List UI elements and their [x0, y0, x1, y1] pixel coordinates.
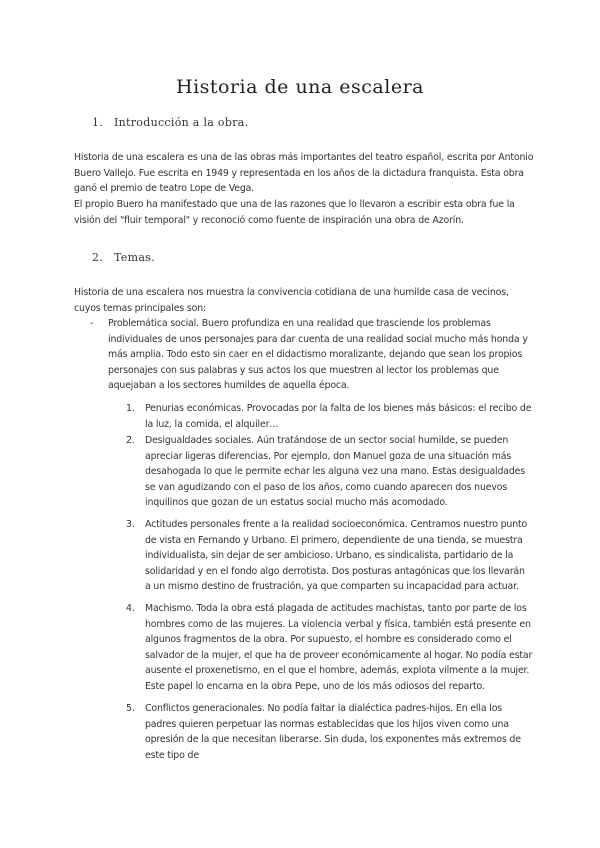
numbered-list-item	[126, 433, 533, 511]
list-item-text: Problemática social. Buero profundiza en una realidad que trasciende los problemas individuales de unos personajes para dar cuenta de una realidad social mucho más honda y más amplia. Todo esto sin caer en el didactismo moralizante, dejando que sean los propios personajes con sus palabras y sus actos los que muestren al lector los problemas que aquejaban a los sectores humildes de aquella época.	[108, 318, 528, 392]
numbered-list-item	[126, 701, 533, 763]
numbered-list-item	[126, 601, 533, 695]
list-item	[90, 316, 532, 394]
list-number: 3.	[126, 519, 135, 530]
list-dash-marker: -	[90, 318, 94, 329]
section-heading-themes	[92, 251, 155, 264]
numbered-list-item	[126, 401, 533, 432]
list-item-text: Desigualdades sociales. Aún tratándose de un sector social humilde, se pueden apreciar ligeras diferencias. Por ejemplo, don Manuel goza de una situación más desahogada lo que le permite echar les alguna vez una mano. Estas desigualdades se van agudizando con el paso de los años, como cuando aparecen dos nuevos inquilinos que gozan de un estatus social mucho más acomodado.	[145, 435, 526, 509]
list-number: 4.	[126, 603, 135, 614]
numbered-list-item	[126, 517, 533, 595]
section-number: 1.	[92, 116, 104, 129]
list-number: 5.	[126, 703, 135, 714]
intro-paragraph: El propio Buero ha manifestado que una de las razones que lo llevaron a escribir esta obra fue la visión del "fluir temporal" y reconoció como fuente de inspiración una obra de Azorín.	[74, 199, 515, 226]
list-number: 2.	[126, 435, 135, 446]
section-title: Introducción a la obra.	[114, 116, 249, 129]
section-heading-intro	[92, 116, 248, 129]
page-title: Historia de una escalera	[176, 76, 424, 98]
intro-paragraph: Historia de una escalera es una de las obras más importantes del teatro español, escrita por Antonio Buero Vallejo. Fue escrita en 1949 y representada en los años de la dictadura franquista. Esta obra ganó el premio de teatro Lope de Vega.	[74, 152, 534, 195]
themes-intro-paragraph: Historia de una escalera nos muestra la convivencia cotidiana de una humilde casa de vecinos, cuyos temas principales son:	[74, 287, 509, 314]
list-item-text: Actitudes personales frente a la realidad socioeconómica. Centramos nuestro punto de vista en Fernando y Urbano. El primero, dependiente de una tienda, se muestra individualista, sin dejar de ser ambicioso. Urbano, es sindicalista, partidario de la solidaridad y en el fondo algo derrotista. Dos posturas antagónicas que los llevarán a un mismo destino de frustración, ya que comparten su incapacidad para actuar.	[145, 519, 528, 593]
list-item-text: Machismo. Toda la obra está plagada de actitudes machistas, tanto por parte de los hombres como de las mujeres. La violencia verbal y física, también está presente en algunos fragmentos de la obra. Por supuesto, el hombre es considerado como el salvador de la mujer, el que ha de proveer económicamente al hogar. No podía estar ausente el proxenetismo, en el que el hombre, además, explota vilmente a la mujer. Este papel lo encarna en la obra Pepe, uno de los más odiosos del reparto.	[145, 603, 533, 692]
list-number: 1.	[126, 403, 135, 414]
section-number: 2.	[92, 251, 104, 264]
list-item-text: Penurias económicas. Provocadas por la falta de los bienes más básicos: el recibo de la luz, la comida, el alquiler…	[145, 403, 532, 430]
section-title: Temas.	[114, 251, 155, 264]
list-item-text: Conflictos generacionales. No podía faltar la dialéctica padres-hijos. En ella los padres quieren perpetuar las normas establecidas que los hijos viven como una opresión de la que necesitan liberarse. Sin duda, los exponentes más extremos de este tipo de	[145, 703, 521, 761]
